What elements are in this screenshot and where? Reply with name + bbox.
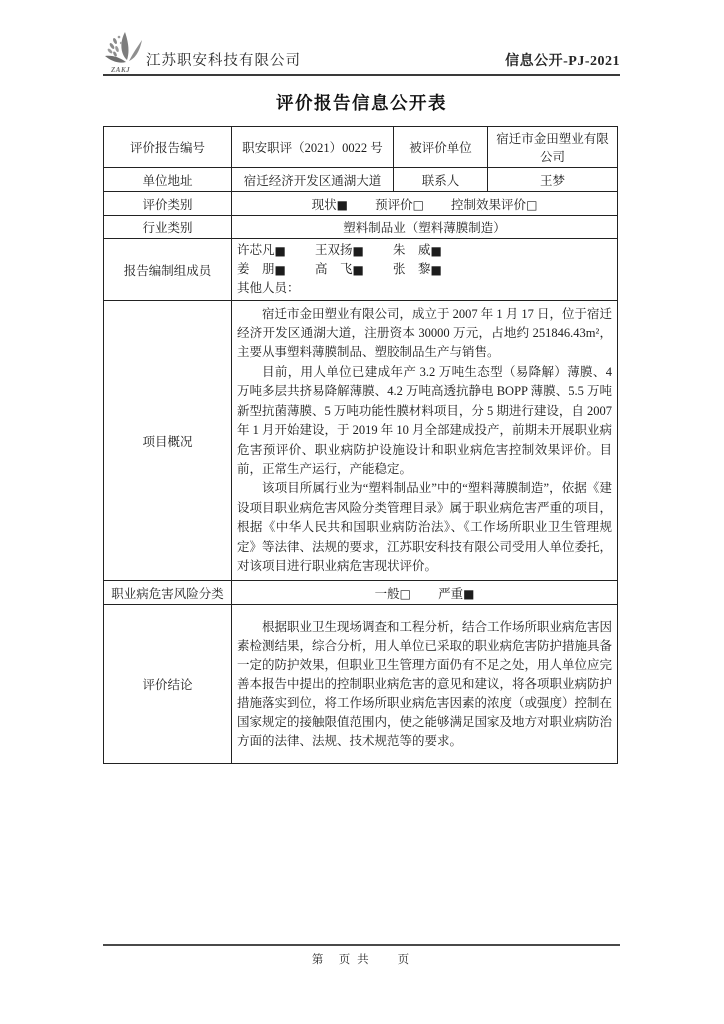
option-control-effect: [451, 198, 537, 212]
member-name: 姜 朋: [237, 262, 275, 276]
logo-zakj-text: ZAKJ: [111, 66, 131, 74]
industry-label: 行业类别: [104, 216, 232, 239]
option-general: [375, 587, 411, 601]
industry-value: 塑料制品业（塑料薄膜制造）: [232, 216, 618, 239]
checkbox-pre-evaluation-icon: □: [412, 198, 424, 212]
team-members: [232, 239, 618, 301]
contact-value: 王梦: [488, 168, 618, 192]
company-brand: [103, 26, 301, 74]
member-name: 许芯凡: [237, 243, 275, 257]
table-row-risk: [104, 581, 618, 605]
disclosure-table: [103, 126, 618, 764]
table-row-address: [104, 168, 618, 192]
page-header: [103, 0, 620, 76]
option-current-status-label: 现状: [311, 197, 337, 212]
option-severe: [438, 587, 474, 601]
company-name: 江苏职安科技有限公司: [146, 53, 301, 69]
member-name: 王双扬: [314, 243, 353, 257]
conclusion-text-cell: [232, 605, 618, 764]
overview-paragraph-1: 宿迁市金田塑业有限公司，成立于 2007 年 1 月 17 日，位于宿迁经济开发区通湖大道，注册资本 30000 万元，占地约 251846.43m²，主要从事塑料薄膜制品、塑胶制品生产与销售。: [237, 306, 613, 360]
option-general-label: 一般: [374, 586, 400, 601]
team-label: 报告编制组成员: [104, 239, 232, 301]
table-row-conclusion: [104, 605, 618, 764]
option-severe-label: 严重: [438, 586, 464, 601]
option-control-effect-label: 控制效果评价: [451, 197, 527, 212]
overview-label: 项目概况: [104, 301, 232, 581]
table-row-team: [104, 239, 618, 301]
team-member: [315, 241, 364, 260]
team-line-1: [237, 241, 612, 260]
table-row-category: [104, 192, 618, 216]
member-seal-icon: ■: [430, 262, 442, 277]
table-row-overview: [104, 301, 618, 581]
overview-text: [232, 301, 618, 581]
team-line-2: [237, 260, 612, 279]
checkbox-control-effect-icon: □: [526, 198, 538, 212]
member-name: 张 黎: [392, 262, 431, 276]
report-no-value: 职安职评（2021）0022 号: [232, 127, 394, 168]
overview-paragraph-2: 目前，用人单位已建成年产 3.2 万吨生态型（易降解）薄膜、4 万吨多层共挤易降解薄膜、4.2 万吨高透抗静电 BOPP 薄膜、5.5 万吨新型抗菌薄膜、5 万吨功能性膜材料项目，分 5 期进行建设，自 2007 年 1 月开始建设，于 2019 年 10 月全部建成投产，前期未开展职业病危害预评价、职业病防护设施设计和职业病危害控制效果评价。目前，正常生产运行，产能稳定。: [237, 364, 613, 476]
member-name: 高 飞: [314, 262, 353, 276]
member-seal-icon: ■: [430, 243, 442, 258]
risk-label: 职业病危害风险分类: [104, 581, 232, 605]
table-row-report-no: [104, 127, 618, 168]
doc-number: 信息公开-PJ-2021: [505, 54, 620, 69]
page-footer: [103, 944, 620, 967]
category-options: [232, 192, 618, 216]
member-seal-icon: ■: [352, 243, 364, 258]
member-seal-icon: ■: [274, 262, 286, 277]
checkbox-general-icon: □: [399, 587, 411, 601]
overview-paragraph-3: 该项目所属行业为“塑料制品业”中的“塑料薄膜制造”，依据《建设项目职业病危害风险分类管理目录》属于职业病危害严重的项目，根据《中华人民共和国职业病防治法》、《工作场所职业卫生管理规定》等法律、法规的要求，江苏职安科技有限公司受用人单位委托，对该项目进行职业病危害现状评价。: [237, 481, 613, 573]
checkbox-severe-icon: ■: [463, 587, 475, 601]
risk-options: [232, 581, 618, 605]
conclusion-label: 评价结论: [104, 605, 232, 764]
evaluated-unit-label: 被评价单位: [394, 127, 488, 168]
team-member: [237, 241, 286, 260]
option-pre-evaluation: [375, 198, 424, 212]
team-member: [237, 260, 286, 279]
address-value: 宿迁经济开发区通湖大道: [232, 168, 394, 192]
page-content: [103, 0, 620, 764]
report-no-label: 评价报告编号: [104, 127, 232, 168]
member-name: 朱 威: [392, 243, 431, 257]
evaluated-unit-value: 宿迁市金田塑业有限公司: [488, 127, 618, 168]
contact-label: 联系人: [394, 168, 488, 192]
checkbox-current-status-icon: ■: [336, 198, 348, 212]
team-others-label: 其他人员：: [237, 281, 300, 295]
option-current-status: [312, 198, 348, 212]
category-label: 评价类别: [104, 192, 232, 216]
team-member: [393, 260, 442, 279]
member-seal-icon: ■: [352, 262, 364, 277]
member-seal-icon: ■: [274, 243, 286, 258]
team-member: [315, 260, 364, 279]
company-logo-icon: [103, 29, 143, 74]
table-row-industry: [104, 216, 618, 239]
page-title: 评价报告信息公开表: [276, 93, 447, 113]
address-label: 单位地址: [104, 168, 232, 192]
conclusion-paragraph: 根据职业卫生现场调查和工程分析，结合工作场所职业病危害因素检测结果，综合分析，用人单位已采取的职业病危害防护措施具备一定的防护效果，但职业卫生管理方面仍有不足之处，用人单位应完善本报告中提出的控制职业病危害的意见和建议，将各项职业病防护措施落实到位，将工作场所职业病危害因素的浓度（或强度）控制在国家规定的接触限值范围内，使之能够满足国家及地方对职业病防治方面的法律、法规、技术规范等的要求。: [237, 619, 613, 748]
team-member: [393, 241, 442, 260]
page-number-text: 第 页 共 页: [311, 954, 412, 966]
option-pre-evaluation-label: 预评价: [375, 197, 413, 212]
